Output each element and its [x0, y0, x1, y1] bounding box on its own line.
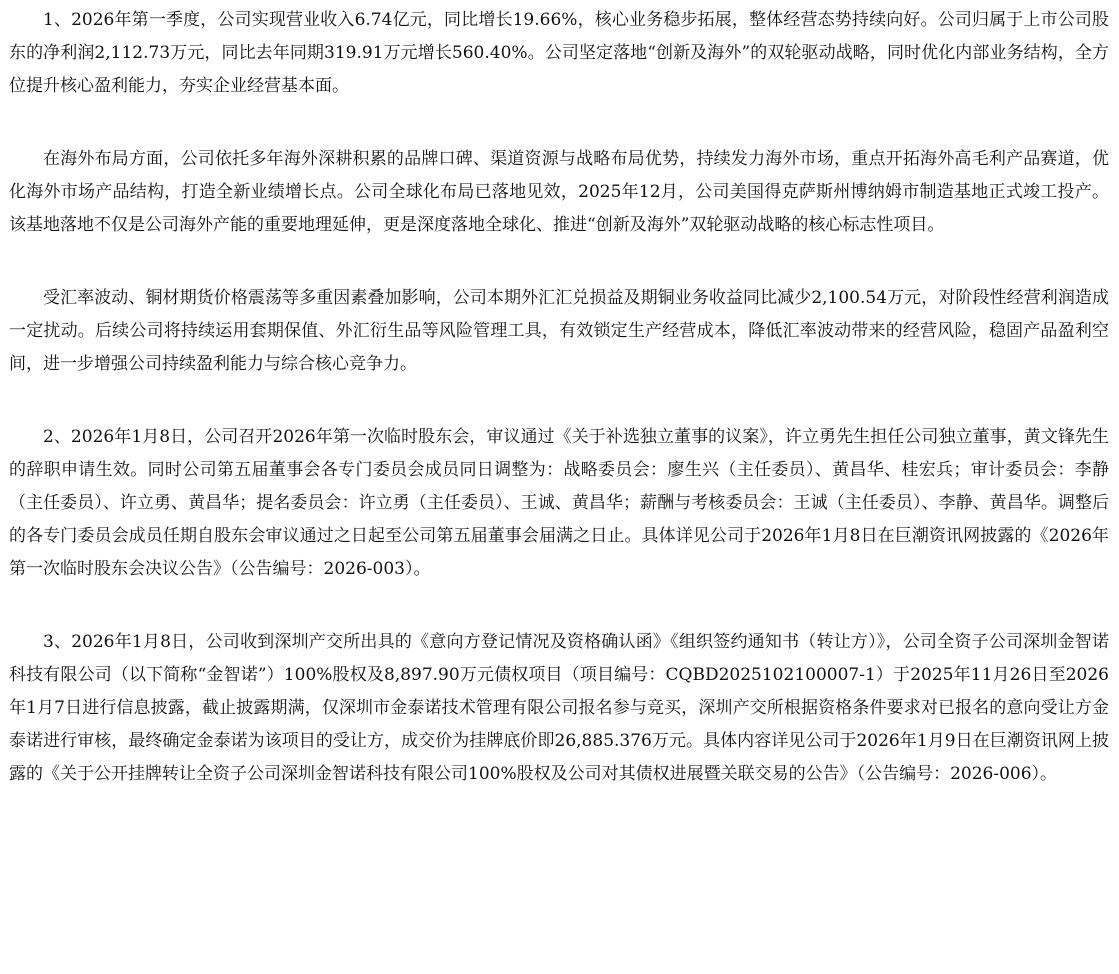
paragraph-gap	[9, 103, 1109, 143]
paragraph-shareholder-meeting: 2、2026年1月8日，公司召开2026年第一次临时股东会，审议通过《关于补选独立董事的议案》，许立勇先生担任公司独立董事，黄文锋先生的辞职申请生效。同时公司第五届董事会各专门委员会成员同日调整为：战略委员会：廖生兴（主任委员）、黄昌华、桂宏兵；审计委员会：李静（主任委员）、许立勇、黄昌华；提名委员会：许立勇（主任委员）、王诚、黄昌华；薪酬与考核委员会：王诚（主任委员）、李静、黄昌华。调整后的各专门委员会成员任期自股东会审议通过之日起至公司第五届董事会届满之日止。具体详见公司于2026年1月8日在巨潮资讯网披露的《2026年第一次临时股东会决议公告》（公告编号：2026-003）。	[9, 427, 1109, 579]
paragraph-gap	[9, 586, 1109, 626]
paragraph-gap	[9, 381, 1109, 421]
document-body	[9, 4, 1109, 791]
paragraph-equity-transfer: 3、2026年1月8日，公司收到深圳产交所出具的《意向方登记情况及资格确认函》《组织签约通知书（转让方）》，公司全资子公司深圳金智诺科技有限公司（以下简称“金智诺”）100%股权及8,897.90万元债权项目（项目编号：CQBD2025102100007-1）于2025年11月26日至2026年1月7日进行信息披露，截止披露期满，仅深圳市金泰诺技术管理有限公司报名参与竞买，深圳产交所根据资格条件要求对已报名的意向受让方金泰诺进行审核，最终确定金泰诺为该项目的受让方，成交价为挂牌底价即26,885.376万元。具体内容详见公司于2026年1月9日在巨潮资讯网上披露的《关于公开挂牌转让全资子公司深圳金智诺科技有限公司100%股权及公司对其债权进展暨关联交易的公告》（公告编号：2026-006）。	[9, 632, 1109, 784]
paragraph-q1-results: 1、2026年第一季度，公司实现营业收入6.74亿元，同比增长19.66%，核心业务稳步拓展，整体经营态势持续向好。公司归属于上市公司股东的净利润2,112.73万元，同比去年同期319.91万元增长560.40%。公司坚定落地“创新及海外”的双轮驱动战略，同时优化内部业务结构，全方位提升核心盈利能力，夯实企业经营基本面。	[9, 10, 1109, 96]
paragraph-gap	[9, 242, 1109, 282]
paragraph-overseas-layout: 在海外布局方面，公司依托多年海外深耕积累的品牌口碑、渠道资源与战略布局优势，持续发力海外市场，重点开拓海外高毛利产品赛道，优化海外市场产品结构，打造全新业绩增长点。公司全球化布局已落地见效，2025年12月，公司美国得克萨斯州博纳姆市制造基地正式竣工投产。该基地落地不仅是公司海外产能的重要地理延伸，更是深度落地全球化、推进“创新及海外”双轮驱动战略的核心标志性项目。	[9, 149, 1109, 235]
paragraph-fx-impact: 受汇率波动、铜材期货价格震荡等多重因素叠加影响，公司本期外汇汇兑损益及期铜业务收益同比减少2,100.54万元，对阶段性经营利润造成一定扰动。后续公司将持续运用套期保值、外汇衍生品等风险管理工具，有效锁定生产经营成本，降低汇率波动带来的经营风险，稳固产品盈利空间，进一步增强公司持续盈利能力与综合核心竞争力。	[9, 288, 1109, 374]
